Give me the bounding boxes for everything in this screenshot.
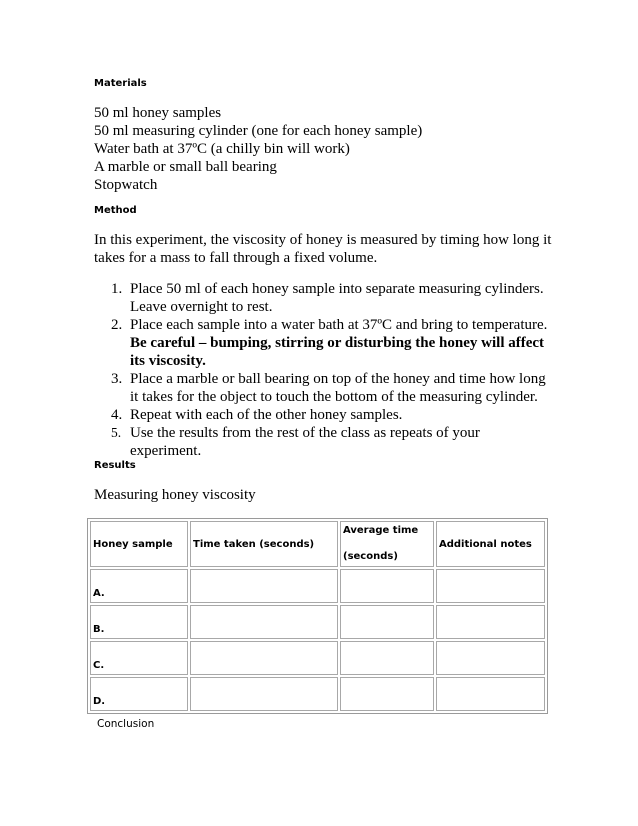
step-line: Repeat with each of the other honey samples.	[130, 407, 403, 423]
results-heading: Results	[94, 460, 136, 471]
step-warning-line: its viscosity.	[130, 353, 206, 369]
header-time-taken: Time taken (seconds)	[190, 521, 338, 567]
step-line: Place a marble or ball bearing on top of the honey and time how long	[130, 371, 546, 387]
method-intro	[94, 231, 554, 267]
average-cell[interactable]	[340, 605, 434, 639]
notes-cell[interactable]	[436, 569, 545, 603]
sample-label: B.	[90, 605, 188, 639]
table-row	[90, 641, 545, 675]
materials-item: 50 ml honey samples	[94, 105, 222, 121]
results-table	[87, 518, 548, 714]
method-step	[94, 370, 554, 406]
notes-cell[interactable]	[436, 641, 545, 675]
step-warning-line: Be careful – bumping, stirring or disturbing the honey will affect	[130, 335, 545, 351]
table-row	[90, 677, 545, 711]
materials-item: A marble or small ball bearing	[94, 159, 277, 175]
materials-item: Stopwatch	[94, 177, 158, 193]
header-additional-notes: Additional notes	[436, 521, 545, 567]
method-steps-list	[94, 280, 554, 460]
average-cell[interactable]	[340, 569, 434, 603]
average-cell[interactable]	[340, 641, 434, 675]
step-number: 4.	[111, 407, 123, 423]
step-number: 3.	[111, 371, 123, 387]
method-intro-line: In this experiment, the viscosity of honey is measured by timing how long it	[94, 232, 552, 248]
conclusion-label: Conclusion	[97, 718, 155, 730]
header-average-time-unit: (seconds)	[343, 551, 398, 562]
notes-cell[interactable]	[436, 605, 545, 639]
method-step	[94, 424, 554, 460]
time-cell[interactable]	[190, 569, 338, 603]
header-average-time	[340, 521, 434, 567]
time-cell[interactable]	[190, 677, 338, 711]
step-line: Place 50 ml of each honey sample into separate measuring cylinders.	[130, 281, 544, 297]
method-step	[94, 406, 554, 424]
method-step	[94, 316, 554, 370]
method-heading: Method	[94, 205, 137, 216]
materials-heading: Materials	[94, 78, 147, 89]
time-cell[interactable]	[190, 641, 338, 675]
step-line: it takes for the object to touch the bottom of the measuring cylinder.	[130, 389, 538, 405]
step-line: experiment.	[130, 443, 202, 459]
step-number: 1.	[111, 281, 123, 297]
sample-label: A.	[90, 569, 188, 603]
notes-cell[interactable]	[436, 677, 545, 711]
materials-list	[94, 104, 554, 194]
average-cell[interactable]	[340, 677, 434, 711]
step-line: Use the results from the rest of the class as repeats of your	[130, 425, 480, 441]
table-row	[90, 605, 545, 639]
header-average-time-line: Average time	[343, 525, 419, 536]
table-row	[90, 569, 545, 603]
sample-label: D.	[90, 677, 188, 711]
method-intro-line: takes for a mass to fall through a fixed volume.	[94, 250, 378, 266]
header-honey-sample: Honey sample	[90, 521, 188, 567]
materials-item: 50 ml measuring cylinder (one for each honey sample)	[94, 123, 423, 139]
step-line: Leave overnight to rest.	[130, 299, 273, 315]
materials-item: Water bath at 37ºC (a chilly bin will work)	[94, 141, 350, 157]
results-table-title: Measuring honey viscosity	[94, 487, 256, 503]
time-cell[interactable]	[190, 605, 338, 639]
step-number: 5.	[111, 425, 122, 440]
table-header-row	[90, 521, 545, 567]
step-line: Place each sample into a water bath at 37ºC and bring to temperature.	[130, 317, 548, 333]
step-number: 2.	[111, 317, 123, 333]
method-step	[94, 280, 554, 316]
sample-label: C.	[90, 641, 188, 675]
